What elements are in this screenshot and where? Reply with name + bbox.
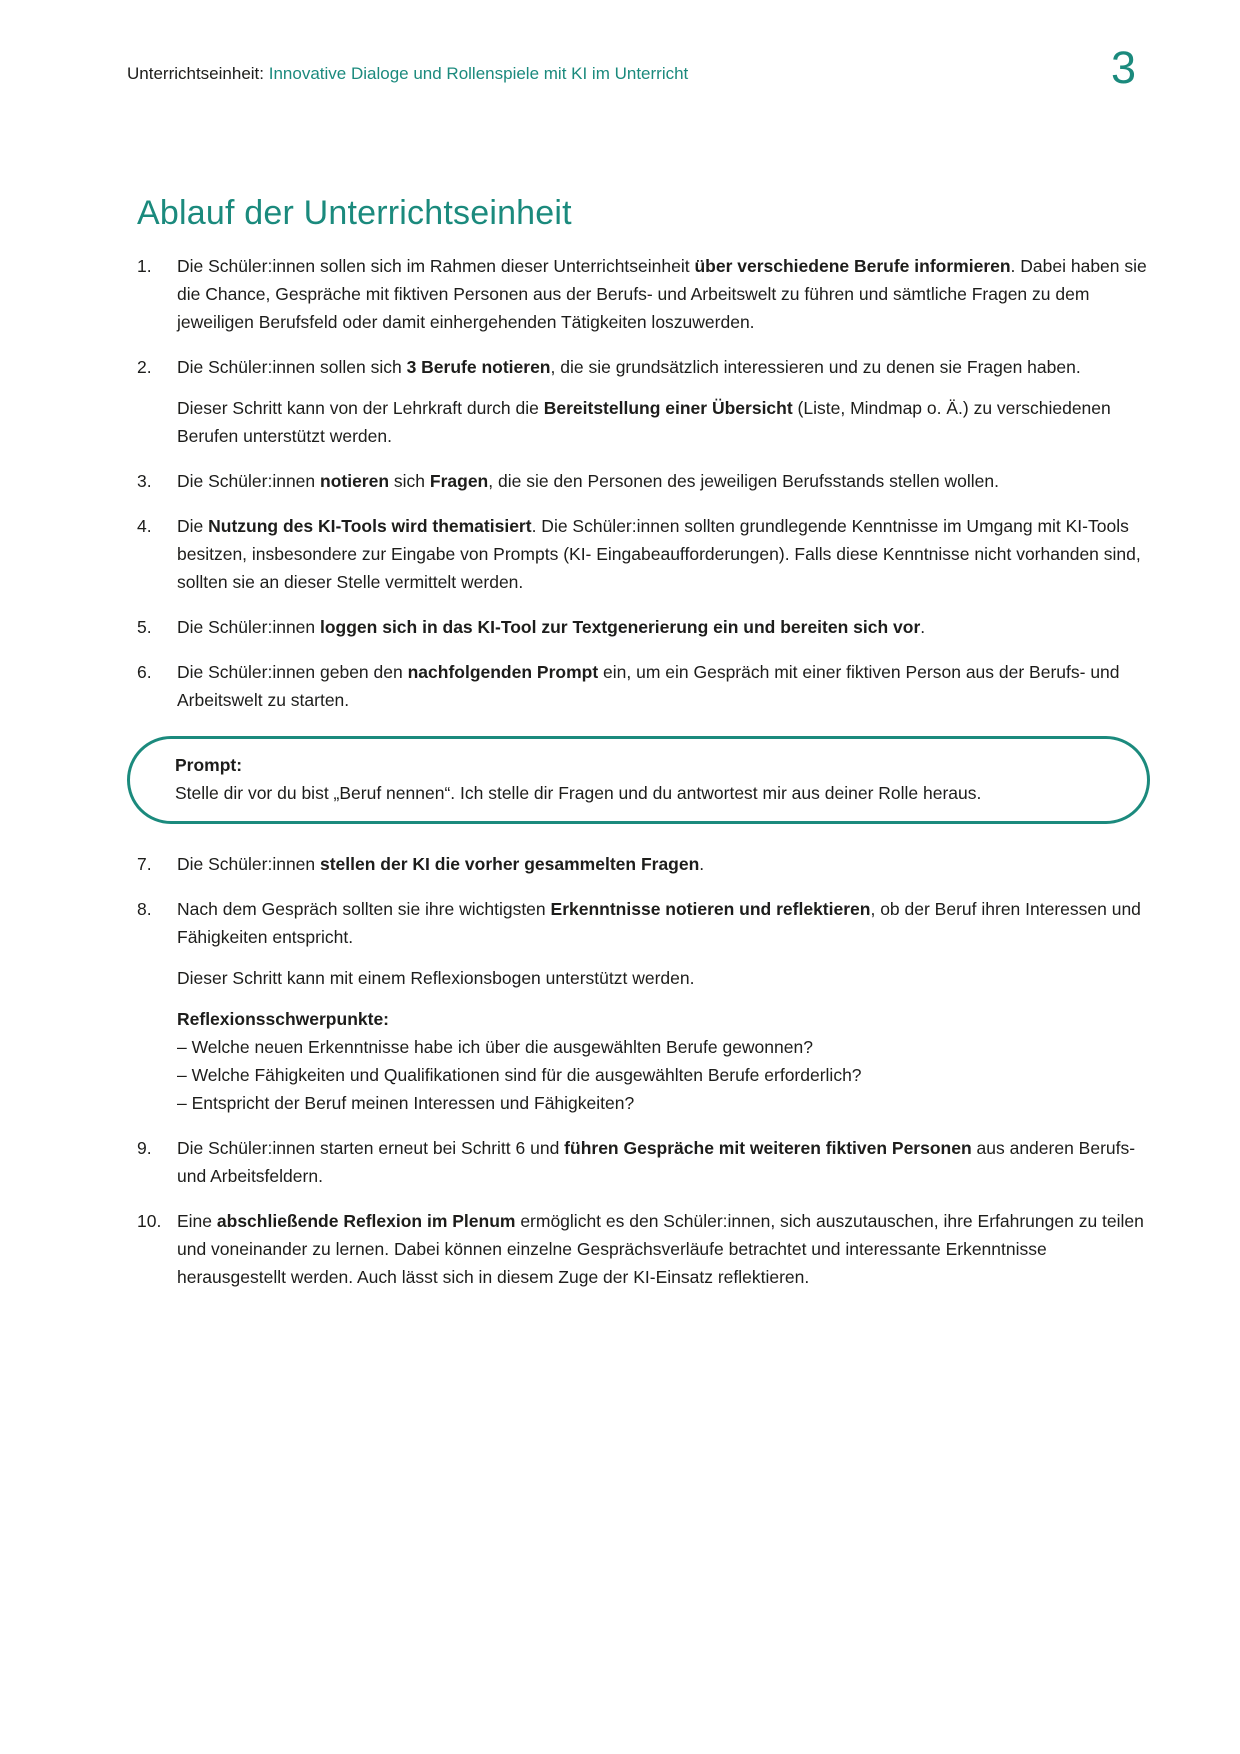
step-number: 3. [137,471,152,491]
step-paragraph: Die Schüler:innen stellen der KI die vorher gesammelten Fragen. [177,854,705,874]
step-paragraph: Eine abschließende Reflexion im Plenum ermöglicht es den Schüler:innen, sich auszutauschen, ihre Erfahrungen zu teilen und voneinander zu lernen. Dabei können einzelne Gesprächsverläufe betrachtet und interessante Erkenntnisse herausgestellt werden. Auch lässt sich in diesem Zuge der KI-Einsatz reflektieren. [177,1211,1144,1287]
prompt-box-text: Stelle dir vor du bist „Beruf nennen“. Ich stelle dir Fragen und du antwortest mir aus deiner Rolle heraus. [175,783,982,803]
step-paragraph: Die Schüler:innen notieren sich Fragen, die sie den Personen des jeweiligen Berufsstands stellen wollen. [177,471,999,491]
step-text [177,613,1150,641]
step-number: 8. [137,899,152,919]
step-item [127,613,1150,641]
step-text [177,895,1150,1117]
step-text [177,467,1150,495]
page-number: 3 [1110,42,1136,93]
step-paragraph: – Entspricht der Beruf meinen Interessen und Fähigkeiten? [177,1093,635,1113]
step-item [127,1134,1150,1190]
step-item [127,467,1150,495]
step-paragraph: Die Nutzung des KI-Tools wird thematisiert. Die Schüler:innen sollten grundlegende Kenntnisse im Umgang mit KI-Tools besitzen, insbesondere zur Eingabe von Prompts (KI- Eingabeaufforderungen). Falls diese Kenntnisse nicht vorhanden sind, sollten sie an dieser Stelle vermittelt werden. [177,516,1141,592]
step-paragraph: Nach dem Gespräch sollten sie ihre wichtigsten Erkenntnisse notieren und reflektieren, ob der Beruf ihren Interessen und Fähigkeiten entspricht. [177,899,1141,947]
page-header [127,63,1080,85]
step-number: 1. [137,256,152,276]
steps-list [127,252,1150,1308]
step-text [177,1207,1150,1291]
step-item [127,512,1150,596]
step-number: 2. [137,357,152,377]
step-number: 4. [137,516,152,536]
step-text [177,512,1150,596]
step-paragraph: Die Schüler:innen sollen sich im Rahmen dieser Unterrichtseinheit über verschiedene Berufe informieren. Dabei haben sie die Chance, Gespräche mit fiktiven Personen aus der Berufs- und Arbeitswelt zu führen und sämtliche Fragen zu dem jeweiligen Berufsfeld oder damit einhergehenden Tätigkeiten loszuwerden. [177,256,1147,332]
step-item [127,895,1150,1117]
step-number: 5. [137,617,152,637]
step-text [177,252,1150,336]
step-paragraph: Reflexionsschwerpunkte: [177,1009,389,1029]
step-number: 9. [137,1138,152,1158]
step-text [177,658,1150,714]
header-label: Unterrichtseinheit: [127,64,265,83]
step-number: 10. [137,1211,162,1231]
step-item [127,353,1150,450]
step-item [127,658,1150,714]
step-number: 7. [137,854,152,874]
step-item [127,850,1150,878]
step-text [177,1134,1150,1190]
header-document-title: Innovative Dialoge und Rollenspiele mit KI im Unterricht [268,64,689,83]
step-paragraph: Die Schüler:innen sollen sich 3 Berufe notieren, die sie grundsätzlich interessieren und zu denen sie Fragen haben. [177,357,1081,377]
step-item [127,252,1150,336]
step-paragraph: – Welche neuen Erkenntnisse habe ich über die ausgewählten Berufe gewonnen? [177,1037,813,1057]
step-number: 6. [137,662,152,682]
step-paragraph: Die Schüler:innen geben den nachfolgenden Prompt ein, um ein Gespräch mit einer fiktiven Person aus der Berufs- und Arbeitswelt zu starten. [177,662,1120,710]
page-title: Ablauf der Unterrichtseinheit [137,194,572,232]
step-paragraph: Die Schüler:innen starten erneut bei Schritt 6 und führen Gespräche mit weiteren fiktiven Personen aus anderen Berufs- und Arbeitsfeldern. [177,1138,1136,1186]
step-text [177,353,1150,450]
step-paragraph: – Welche Fähigkeiten und Qualifikationen sind für die ausgewählten Berufe erforderlich? [177,1065,862,1085]
prompt-box-title: Prompt: [175,755,243,775]
step-text [177,850,1150,878]
step-paragraph: Die Schüler:innen loggen sich in das KI-Tool zur Textgenerierung ein und bereiten sich vor. [177,617,926,637]
step-paragraph: Dieser Schritt kann mit einem Reflexionsbogen unterstützt werden. [177,968,695,988]
step-item [127,1207,1150,1291]
prompt-box [127,736,1150,824]
step-paragraph: Dieser Schritt kann von der Lehrkraft durch die Bereitstellung einer Übersicht (Liste, Mindmap o. Ä.) zu verschiedenen Berufen unterstützt werden. [177,398,1111,446]
